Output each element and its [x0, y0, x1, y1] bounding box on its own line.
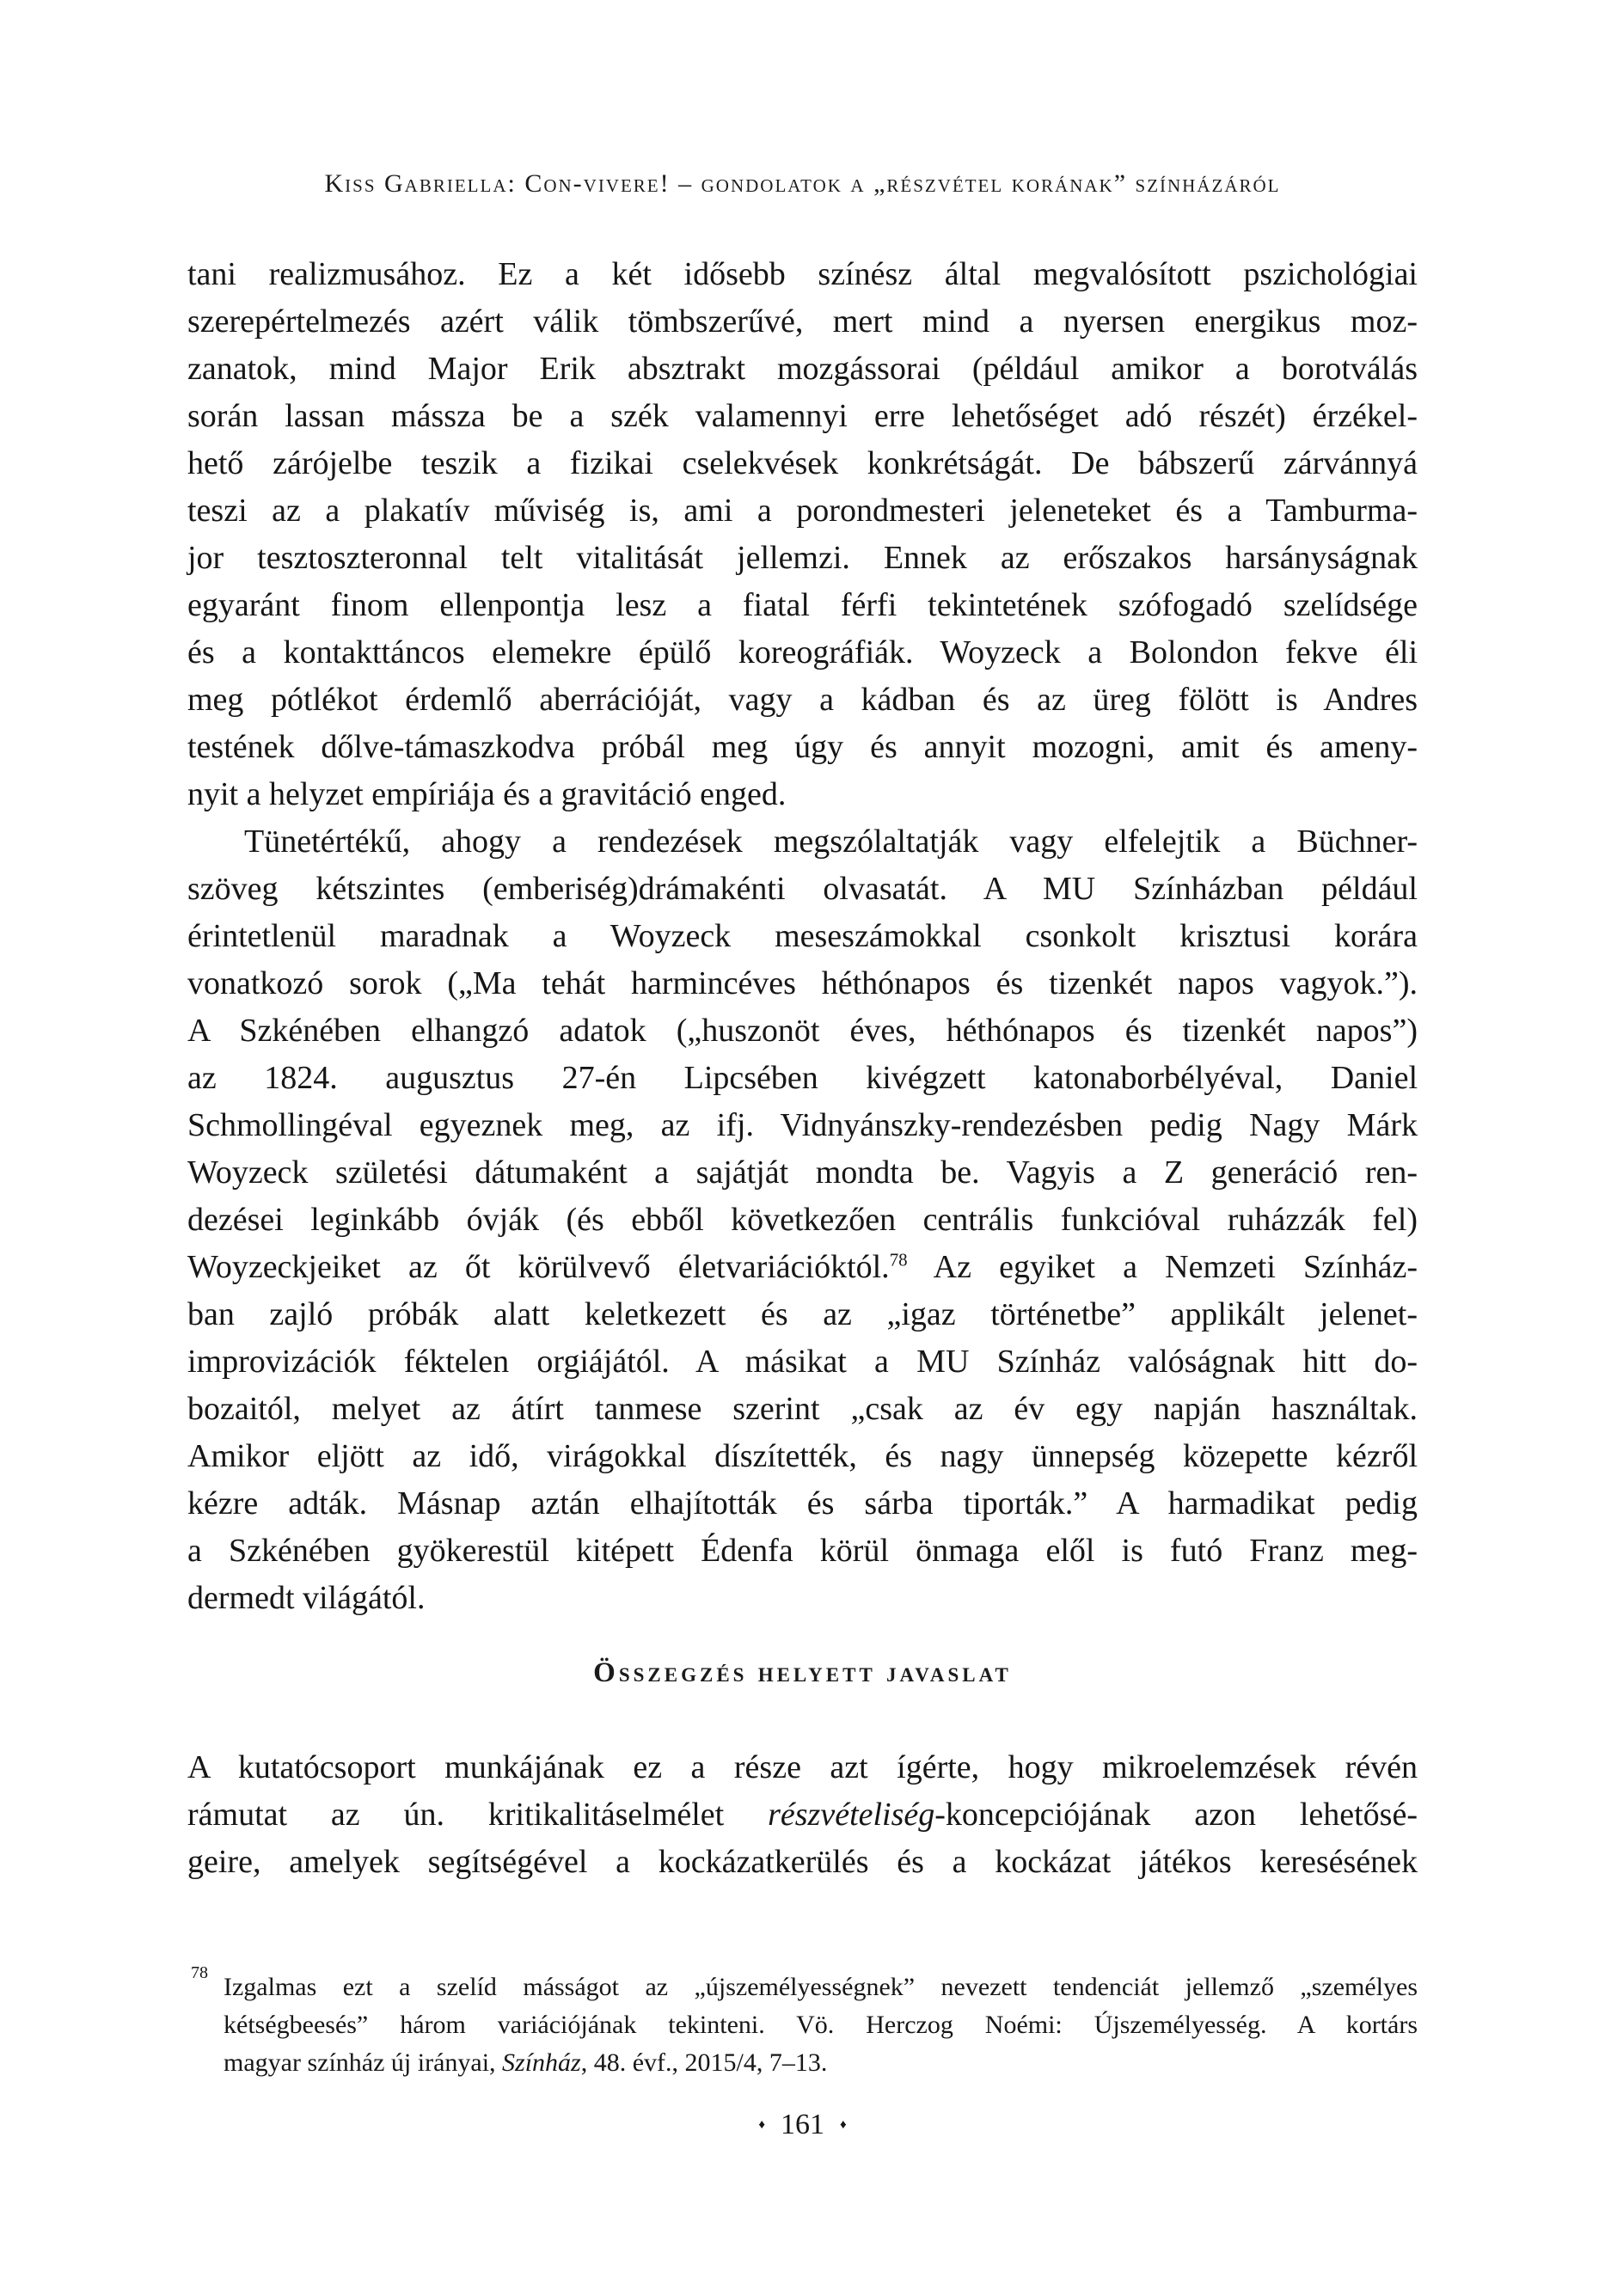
text-line: ban zajló próbák alatt keletkezett és az „igaz történetbe” applikált jelenet- — [187, 1296, 1418, 1332]
text-line: az 1824. augusztus 27-én Lipcsében kivégzett katonaborbélyéval, Daniel — [187, 1060, 1418, 1096]
text-line: kétségbeesés” három variációjának tekinteni. Vö. Herczog Noémi: Újszemélyesség. A kortárs — [224, 2011, 1418, 2039]
text-line: és a kontakttáncos elemekre épülő koreográfiák. Woyzeck a Bolondon fekve éli — [187, 634, 1418, 670]
footnote-reference: 78 — [889, 1249, 908, 1270]
text-line: szöveg kétszintes (emberiség)drámakénti olvasatát. A MU Színházban például — [187, 871, 1418, 907]
text-line: kézre adták. Másnap aztán elhajították és sárba tiporták.” A harmadikat pedig — [187, 1485, 1418, 1521]
italic-text: Színház — [502, 2048, 581, 2077]
page-number-value: 161 — [781, 2109, 824, 2140]
footnote-marker: 78 — [191, 1963, 208, 1982]
section-heading: Összegzés helyett javaslat — [593, 1657, 1012, 1688]
text-line: hető zárójelbe teszik a fizikai cselekvések konkrétságát. De bábszerű zárvánnyá — [187, 445, 1418, 481]
diamond-icon: ♦ — [758, 2118, 765, 2132]
text-line: rámutat az ún. kritikalitáselmélet részvételiség-koncepciójának azon lehetősé- — [187, 1797, 1418, 1833]
text-line: érintetlenül maradnak a Woyzeck meseszámokkal csonkolt krisztusi korára — [187, 918, 1418, 954]
diamond-icon: ♦ — [840, 2118, 847, 2132]
text-line: bozaitól, melyet az átírt tanmese szerint „csak az év egy napján használtak. — [187, 1391, 1418, 1427]
text-line: Amikor eljött az idő, virágokkal díszítették, és nagy ünnepség közepette kézről — [187, 1438, 1418, 1474]
text-line: geire, amelyek segítségével a kockázatkerülés és a kockázat játékos keresésének — [187, 1844, 1418, 1880]
italic-text: részvételiség — [768, 1797, 935, 1833]
footnote-text — [224, 1968, 1418, 2082]
text-line: jor tesztoszteronnal telt vitalitását jellemzi. Ennek az erőszakos harsányságnak — [187, 540, 1418, 576]
text-line: nyit a helyzet empíriája és a gravitáció enged. — [187, 776, 787, 812]
text-line: A Szkénében elhangzó adatok („huszonöt éves, héthónapos és tizenkét napos”) — [187, 1013, 1418, 1049]
text-line: Tünetértékű, ahogy a rendezések megszólaltatják vagy elfelejtik a Büchner- — [244, 823, 1418, 860]
page-number — [0, 2108, 1605, 2142]
text-line: vonatkozó sorok („Ma tehát harmincéves héthónapos és tizenkét napos vagyok.”). — [187, 965, 1418, 1001]
text-line: meg pótlékot érdemlő aberrációját, vagy a kádban és az üreg fölött is Andres — [187, 682, 1418, 718]
text-line: improvizációk féktelen orgiájától. A másikat a MU Színház valóságnak hitt do- — [187, 1344, 1418, 1380]
paragraph-group-before-heading — [187, 251, 1418, 1622]
text-line: magyar színház új irányai, Színház, 48. évf., 2015/4, 7–13. — [224, 2048, 828, 2077]
text-line: egyaránt finom ellenpontja lesz a fiatal férfi tekintetének szófogadó szelídsége — [187, 587, 1418, 623]
text-line: testének dőlve-támaszkodva próbál meg úgy és annyit mozogni, amit és ameny- — [187, 729, 1418, 765]
text-line: Izgalmas ezt a szelíd másságot az „újszemélyességnek” nevezett tendenciát jellemző „személyes — [224, 1973, 1418, 2001]
paragraph-group-after-heading — [187, 1744, 1418, 1886]
text-line: dezései leginkább óvják (és ebből következően centrális funkcióval ruházzák fel) — [187, 1202, 1418, 1238]
text-line: zanatok, mind Major Erik absztrakt mozgássorai (például amikor a borotválás — [187, 351, 1418, 387]
paragraph — [187, 1744, 1418, 1886]
text-line: során lassan mássza be a szék valamennyi erre lehetőséget adó részét) érzékel- — [187, 398, 1418, 434]
paragraph — [187, 251, 1418, 818]
footnote — [187, 1963, 1418, 2082]
text-line: Woyzeckjeiket az őt körülvevő életvariációktól.$^{78}$ Az egyiket a Nemzeti Színház- — [187, 1249, 1418, 1285]
paragraph — [187, 818, 1418, 1622]
text-line: tani realizmusához. Ez a két idősebb színész által megvalósított pszichológiai — [187, 256, 1418, 292]
body-text — [187, 251, 1418, 1886]
text-line: a Szkénében gyökerestül kitépett Édenfa körül önmaga elől is futó Franz meg- — [187, 1533, 1418, 1569]
text-line: szerepértelmezés azért válik tömbszerűvé, mert mind a nyersen energikus moz- — [187, 303, 1418, 340]
text-line: Schmollingéval egyeznek meg, az ifj. Vidnyánszky-rendezésben pedig Nagy Márk — [187, 1107, 1418, 1143]
running-head: Kiss Gabriella: Con-vivere! – gondolatok a „részvétel korának” színházáról — [324, 169, 1281, 198]
text-line: A kutatócsoport munkájának ez a része azt ígérte, hogy mikroelemzések révén — [187, 1749, 1418, 1785]
text-line: teszi az a plakatív műviség is, ami a porondmesteri jeleneteket és a Tamburma- — [187, 493, 1418, 529]
text-line: Woyzeck születési dátumaként a sajátját mondta be. Vagyis a Z generáció ren- — [187, 1154, 1418, 1191]
text-line: dermedt világától. — [187, 1580, 426, 1616]
